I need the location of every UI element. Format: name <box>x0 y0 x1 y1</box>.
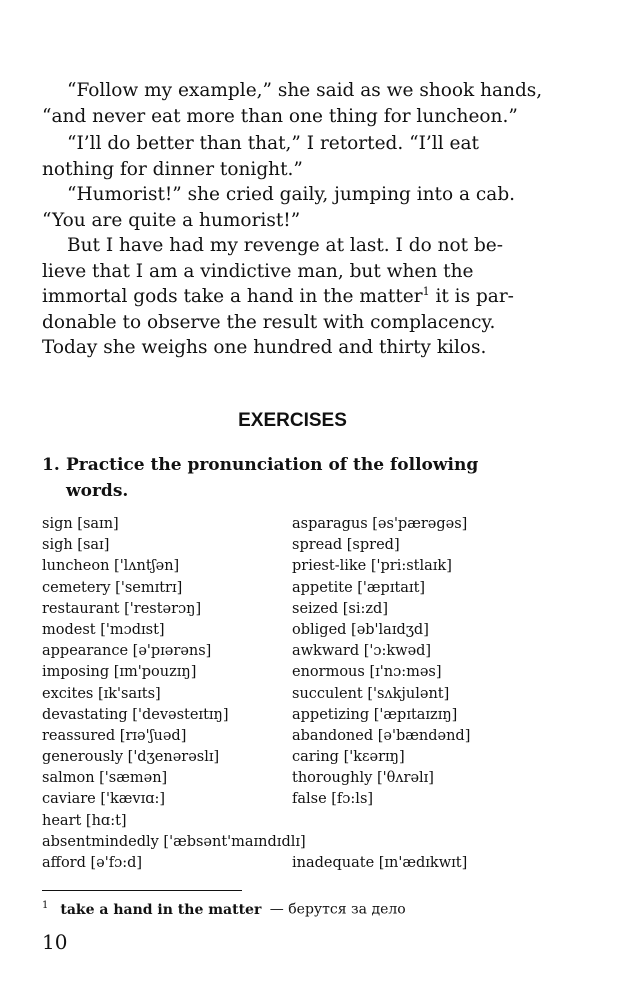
word-entry: heart [hɑ:t] <box>42 812 127 829</box>
task-number: 1. <box>42 455 60 475</box>
word-entry: inadequate [ɪn'ædɪkwɪt] <box>292 855 468 871</box>
text-line: “and never eat more than one thing for luncheon.” <box>42 105 518 127</box>
page-number: 10 <box>42 930 68 954</box>
word-entry: devastating ['devəsteɪtɪŋ] <box>42 706 229 723</box>
word-entry <box>292 832 470 853</box>
word-entry: cemetery ['semɪtrɪ] <box>42 579 183 596</box>
word-entry: appearance [ə'pɪərəns] <box>42 643 212 660</box>
text-line: lieve that I am a vindictive man, but when the <box>42 260 474 282</box>
story-paragraph-3 <box>42 182 542 233</box>
word-entry: modest ['mɔdɪst] <box>42 621 165 638</box>
task-text: Practice the pronunciation of the following <box>66 455 479 475</box>
story-paragraph-1 <box>42 78 542 129</box>
word-entry: appetite ['æpɪtaɪt] <box>292 579 426 596</box>
word-entry: succulent ['sʌkjulənt] <box>292 685 450 702</box>
text-line: “Humorist!” she cried gaily, jumping into a cab. <box>67 184 516 205</box>
word-entry: caviare ['kævɪɑ:] <box>42 791 166 808</box>
text-line: But I have had my revenge at last. I do not be- <box>67 235 503 256</box>
word-entry: abandoned [ə'bændənd] <box>292 727 471 744</box>
word-entry: afford [ə'fɔ:d] <box>42 855 143 871</box>
word-column-left <box>42 514 306 874</box>
footnote-term: take a hand in the matter <box>60 901 262 918</box>
story-paragraph-4 <box>42 233 542 361</box>
word-entry: spread [spred] <box>292 537 400 554</box>
word-entry <box>292 811 470 832</box>
word-entry: imposing [ɪm'pouzɪŋ] <box>42 664 197 681</box>
word-entry: appetizing ['æpɪtaɪzɪŋ] <box>292 706 458 723</box>
text-line: “Follow my example,” she said as we shook hands, <box>67 80 543 101</box>
text-line-with-footnote <box>42 284 542 310</box>
footnote <box>42 900 406 918</box>
word-entry: sign [saɪn] <box>42 516 119 532</box>
footnote-translation: — берутся за дело <box>269 901 406 918</box>
footnote-reference: 1 <box>422 284 430 298</box>
word-entry: false [fɔ:ls] <box>292 791 374 808</box>
task-text-continued: words. <box>66 481 129 501</box>
word-entry: thoroughly ['θʌrəlɪ] <box>292 770 434 787</box>
word-entry: excites [ɪk'saɪts] <box>42 685 161 702</box>
word-column-right <box>292 514 470 874</box>
word-entry: priest-like ['pri:stlaɪk] <box>292 558 452 575</box>
word-entry: absentmindedly ['æbsənt'maɪndɪdlɪ] <box>42 833 306 850</box>
word-entry: salmon ['sæmən] <box>42 770 168 787</box>
word-entry: obliged [əb'laɪdʒd] <box>292 621 429 638</box>
word-entry: seized [si:zd] <box>292 600 388 617</box>
word-entry: generously ['dʒenərəslɪ] <box>42 749 220 766</box>
word-entry: enormous [ɪ'nɔ:məs] <box>292 664 442 681</box>
word-entry: asparagus [əs'pærəgəs] <box>292 516 468 532</box>
exercise-task-1 <box>42 452 542 504</box>
word-entry: caring ['kɛərɪŋ] <box>292 749 405 766</box>
exercises-heading: EXERCISES <box>238 410 347 431</box>
text-fragment: it is par- <box>429 286 514 307</box>
text-line: “I’ll do better than that,” I retorted. “I’ll eat <box>67 133 479 154</box>
text-line: Today she weighs one hundred and thirty kilos. <box>42 337 487 358</box>
word-entry: sigh [saɪ] <box>42 537 110 554</box>
footnote-marker: 1 <box>42 900 49 911</box>
word-entry: awkward ['ɔ:kwəd] <box>292 643 432 660</box>
story-paragraph-2 <box>42 131 542 182</box>
text-line: nothing for dinner tonight.” <box>42 158 303 180</box>
text-line: donable to observe the result with complacency. <box>42 311 496 333</box>
word-entry: restaurant ['restərɔŋ] <box>42 600 202 617</box>
word-entry: luncheon ['lʌntʃən] <box>42 558 180 575</box>
word-entry: reassured [rɪə'ʃuəd] <box>42 727 187 744</box>
footnote-divider <box>42 890 242 891</box>
text-fragment: immortal gods take a hand in the matter <box>42 286 423 307</box>
text-line: “You are quite a humorist!” <box>42 209 301 231</box>
